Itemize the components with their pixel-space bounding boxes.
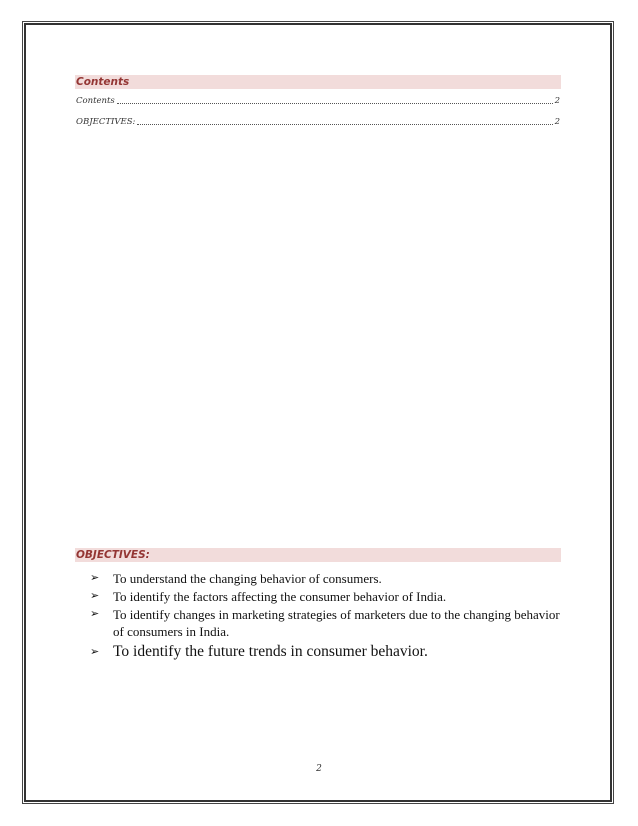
list-item	[90, 642, 562, 662]
contents-heading-bar	[75, 75, 561, 89]
contents-heading: Contents	[76, 76, 130, 88]
page-number: 2	[316, 764, 322, 774]
toc-entry-label: OBJECTIVES:	[76, 117, 136, 127]
toc-leader-dots	[137, 123, 552, 125]
arrow-bullet-icon: ➢	[90, 572, 100, 584]
objective-text: To identify the future trends in consumer behavior.	[113, 643, 428, 660]
objectives-heading: OBJECTIVES:	[76, 549, 150, 561]
arrow-bullet-icon: ➢	[90, 608, 100, 620]
arrow-bullet-icon: ➢	[90, 646, 100, 658]
objective-text: To understand the changing behavior of consumers.	[113, 571, 382, 586]
toc-entry-contents[interactable]	[76, 95, 560, 107]
list-item	[90, 606, 562, 640]
toc-entry-label: Contents	[76, 96, 115, 106]
toc-entry-page: 2	[554, 96, 560, 106]
objectives-list	[90, 570, 562, 663]
objectives-heading-bar	[75, 548, 561, 562]
objective-text: To identify the factors affecting the consumer behavior of India.	[113, 589, 447, 604]
toc-entry-page: 2	[554, 117, 560, 127]
toc-leader-dots	[117, 102, 553, 104]
list-item	[90, 570, 562, 587]
objective-text: To identify changes in marketing strategies of marketers due to the changing behavior of consumers in India.	[113, 607, 560, 639]
list-item	[90, 588, 562, 605]
arrow-bullet-icon: ➢	[90, 590, 100, 602]
toc-entry-objectives[interactable]	[76, 116, 560, 128]
page-border	[24, 23, 612, 802]
